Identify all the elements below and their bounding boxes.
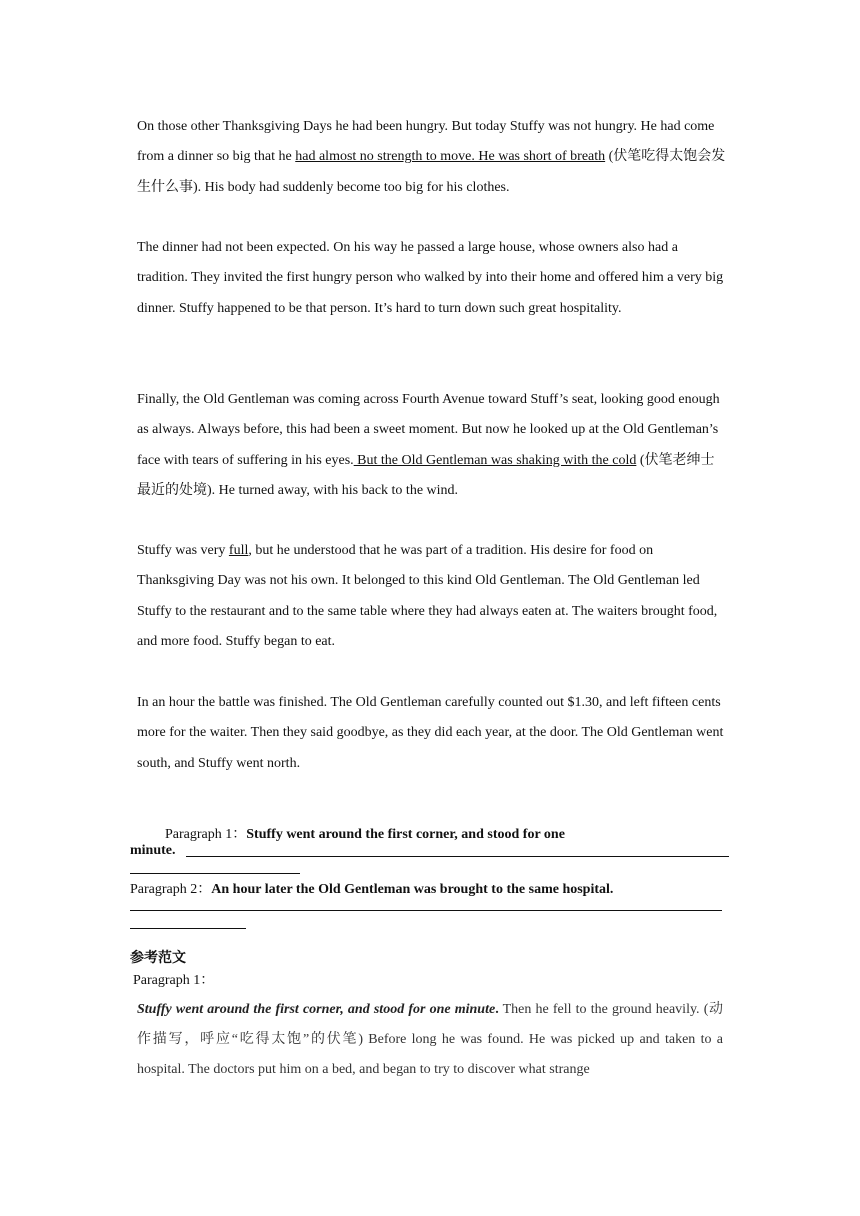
prompt-sentence: Stuffy went around the first corner, and stood for one (246, 827, 565, 842)
story-paragraph-4 (137, 536, 727, 658)
story-paragraph-3 (137, 385, 727, 507)
prompt-sentence: minute. (130, 843, 176, 858)
answer-line (130, 928, 246, 929)
prompt-paragraph-2 (130, 878, 613, 898)
story-text: , but he understood that he was part of a tradition. His desire for food on Thanksgiving Day was not his own. It belonged to this kind Old Gentleman. The Old Gentleman led Stuffy to the restaurant and to the same table where they had always eaten at. The waiters brought food, and more food. Stuffy began to eat. (137, 543, 718, 650)
sample-paragraph-label: Paragraph 1： (133, 973, 215, 988)
sample-lead-period: . (495, 1002, 499, 1017)
prompt-label: Paragraph 1： (165, 827, 247, 842)
story-text: Finally, the Old Gentleman was coming across Fourth Avenue toward Stuff’s seat, looking good enough as always. Always before, this had been a sweet moment. But now he looked up at the Old Gentleman’s face with tears of suffering in his eyes. (137, 392, 720, 468)
story-paragraph-2: The dinner had not been expected. On his way he passed a large house, whose owners also had a tradition. They invited the first hungry person who walked by into their home and offered him a very big dinner. Stuffy happened to be that person. It’s hard to turn down such great hospitality. (137, 240, 724, 316)
underlined-text: But the Old Gentleman was shaking with the cold (353, 452, 637, 468)
prompt-sentence: An hour later the Old Gentleman was brought to the same hospital. (211, 882, 614, 897)
underlined-text: had almost no strength to move. He was short of breath (295, 149, 606, 165)
story-text: (伏笔吃得太饱会发生什么事). His body had suddenly become too big for his clothes. (137, 149, 726, 195)
sample-body-text: Then he fell to the ground heavily. (动作描写，呼应“吃得太饱”的伏笔) Before long he was found. He was picked up and taken to a hospital. The doctors put him on a bed, and began to try to discover what strange (137, 1002, 724, 1078)
answer-line (130, 910, 722, 911)
prompt-label: Paragraph 2： (130, 882, 212, 897)
sample-lead-sentence: Stuffy went around the first corner, and stood for one minute (137, 1002, 496, 1017)
answer-line (130, 873, 300, 874)
underlined-text: full (228, 543, 249, 558)
story-paragraph-1 (137, 112, 727, 203)
answer-line (186, 856, 729, 857)
prompt-paragraph-1-continued (130, 843, 176, 859)
sample-essay-text (137, 995, 723, 1086)
story-paragraph-5: In an hour the battle was finished. The Old Gentleman carefully counted out $1.30, and left fifteen cents more for the waiter. Then they said goodbye, as they did each year, at the door. The Old Gentleman went south, and Stuffy went north. (137, 695, 724, 771)
sample-essay-title: 参考范文 (130, 950, 186, 966)
story-text: (伏笔老绅士最近的处境). He turned away, with his back to the wind. (137, 452, 715, 499)
story-text: Stuffy was very (137, 543, 229, 558)
story-text: On those other Thanksgiving Days he had been hungry. But today Stuffy was not hungry. He had come from a dinner so big that he (137, 119, 715, 165)
prompt-paragraph-1 (165, 823, 565, 843)
